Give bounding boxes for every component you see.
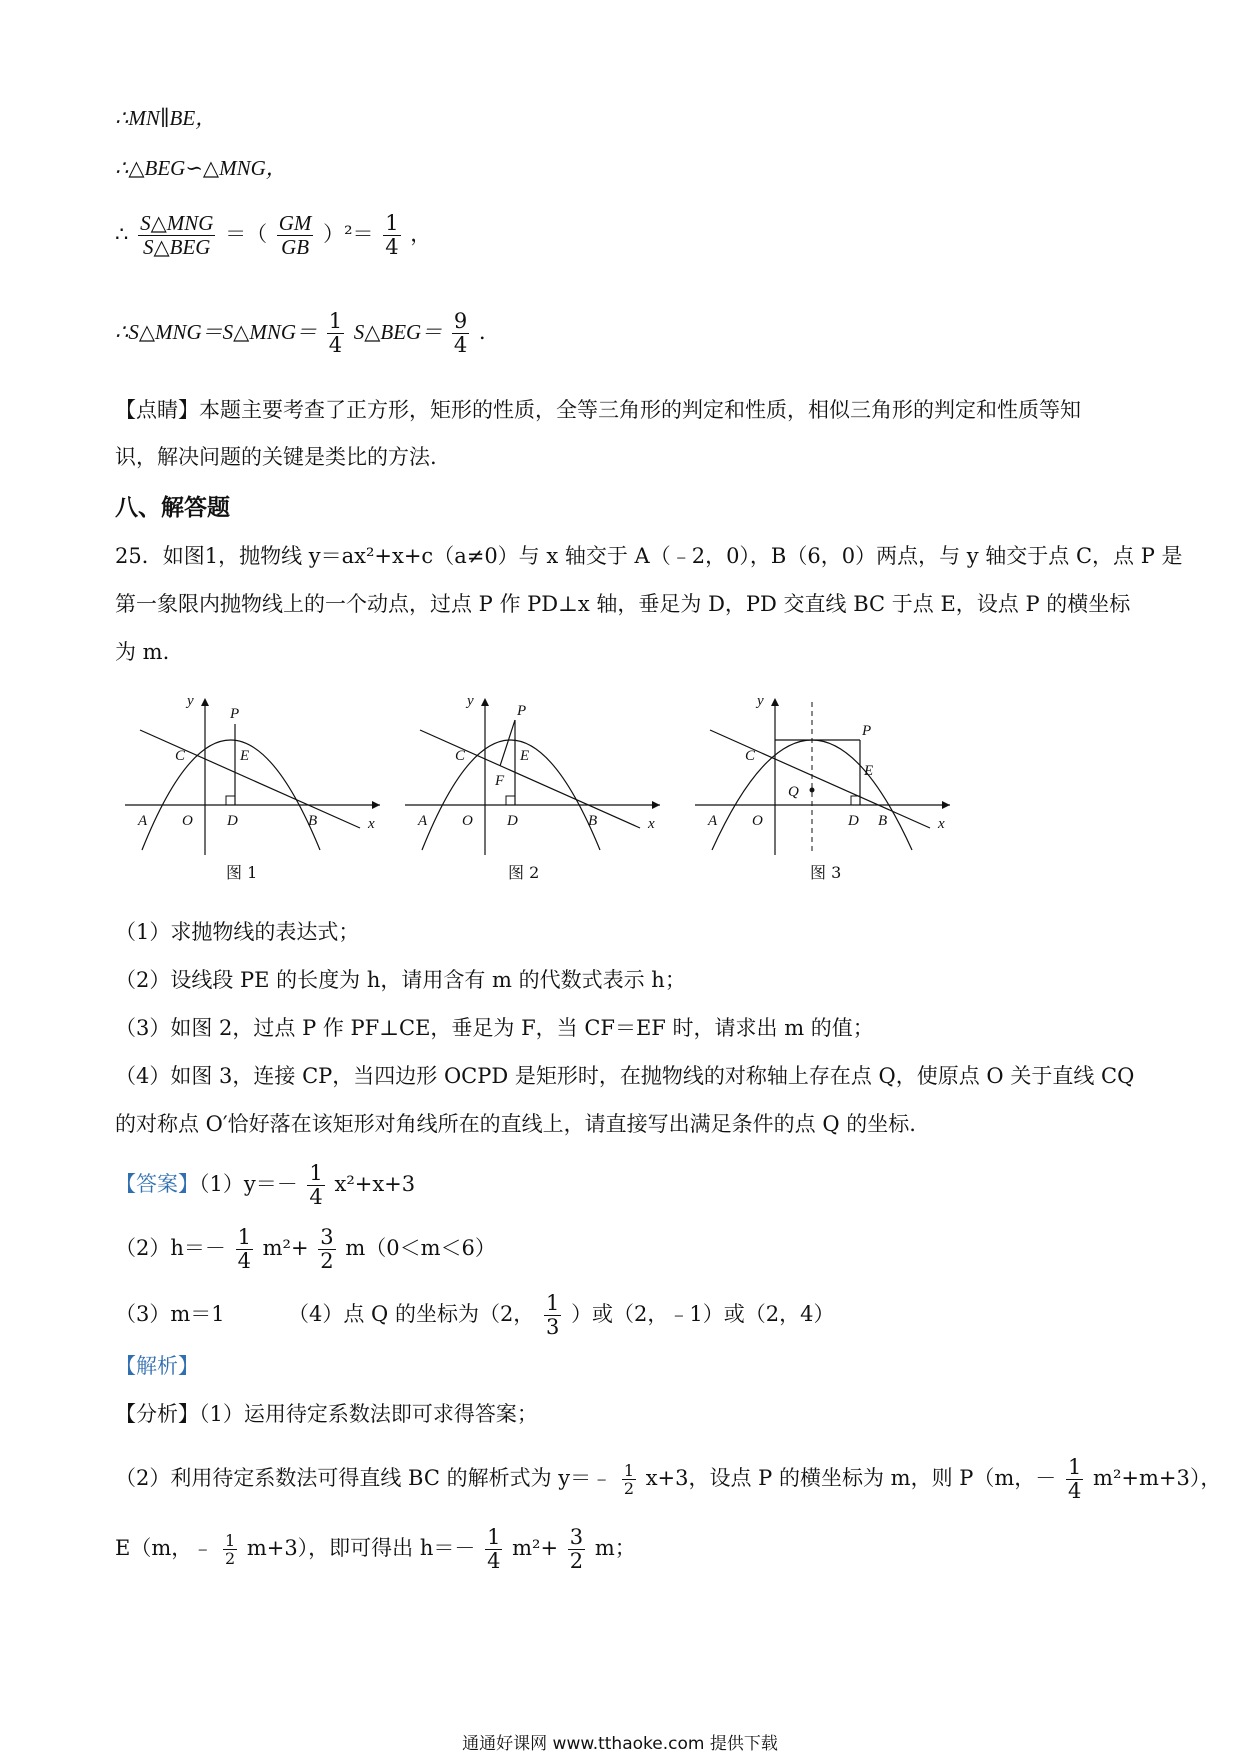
svg-text:O: O — [752, 813, 763, 829]
proof-line-1: ∴MN∥BE， — [115, 106, 217, 130]
answer-3-4: （3）m＝1 （4）点 Q 的坐标为（2， $\frac{1}{3}$ ）或（2，﹣1）或（2，4） — [115, 1291, 835, 1340]
fraction: $\frac{1}{2}$ — [224, 1530, 236, 1569]
svg-text:D: D — [507, 813, 518, 829]
svg-text:x: x — [938, 816, 945, 832]
problem-line-1: 25．如图1，抛物线 y＝ax²+x+c（a≠0）与 x 轴交于 A（﹣2，0），B（6，0）两点，与 y 轴交于点 C，点 P 是 — [115, 544, 1183, 568]
question-4: （4）如图 3，连接 CP，当四边形 OCPD 是矩形时，在抛物线的对称轴上存在点 Q，使原点 O 关于直线 CQ — [115, 1064, 1135, 1088]
question-1: （1）求抛物线的表达式； — [115, 920, 360, 944]
svg-text:A: A — [138, 813, 148, 829]
fraction: $\frac{GM}{GB}$ — [278, 211, 312, 260]
svg-text:P: P — [230, 706, 240, 722]
svg-text:C: C — [175, 748, 186, 764]
svg-text:Q: Q — [788, 784, 799, 800]
question-4-cont: 的对称点 O′恰好落在该矩形对角线所在的直线上，请直接写出满足条件的点 Q 的坐标. — [115, 1112, 916, 1136]
figure-3 — [690, 690, 960, 860]
answer-1: 【答案】（1）y＝－ $\frac{1}{4}$ x²+x+3 — [115, 1161, 416, 1210]
svg-text:C: C — [745, 748, 756, 764]
svg-text:B: B — [588, 813, 598, 829]
figure-caption-2: 图 2 — [508, 863, 540, 882]
page-footer: 通通好课网 www.tthaoke.com 提供下载 — [462, 1734, 778, 1754]
svg-text:B: B — [878, 813, 888, 829]
analysis-line-2: （2）利用待定系数法可得直线 BC 的解析式为 y＝﹣ $\frac{1}{2}$ x+3，设点 P 的横坐标为 m，则 P（m，－ $\frac{1}{4}$ m²+m+3）， — [115, 1455, 1222, 1504]
fraction: $\frac{1}{3}$ — [546, 1291, 560, 1340]
svg-text:F: F — [495, 773, 505, 789]
svg-text:C: C — [455, 748, 466, 764]
svg-text:y: y — [187, 693, 194, 709]
svg-text:E: E — [240, 748, 250, 764]
svg-text:D: D — [227, 813, 238, 829]
fraction: $\frac{1}{4}$ — [237, 1225, 251, 1274]
figure-caption-1: 图 1 — [226, 863, 258, 882]
fraction: $\frac{\text{S△MNG}}{\text{S△BEG}}$ — [140, 211, 214, 260]
problem-line-2: 第一象限内抛物线上的一个动点，过点 P 作 PD⊥x 轴，垂足为 D，PD 交直线 BC 于点 E，设点 P 的横坐标 — [115, 592, 1131, 616]
section-heading: 八、解答题 — [115, 495, 230, 521]
fraction: $\frac{1}{4}$ — [309, 1161, 323, 1210]
comment-line-2: 识，解决问题的关键是类比的方法. — [115, 445, 437, 469]
svg-text:O: O — [462, 813, 473, 829]
comment-line-1: 【点睛】本题主要考查了正方形，矩形的性质，全等三角形的判定和性质，相似三角形的判定和性质等知 — [115, 398, 1081, 422]
fraction: $\frac{1}{4}$ — [328, 309, 343, 358]
question-3: （3）如图 2，过点 P 作 PF⊥CE，垂足为 F，当 CF＝EF 时，请求出 m 的值； — [115, 1016, 874, 1040]
fraction: $\frac{3}{2}$ — [569, 1525, 584, 1574]
svg-text:E: E — [864, 763, 874, 779]
proof-line-3: ∴ $\frac{\text{S△MNG}}{\text{S△BEG}}$ ＝（ $\frac{GM}{GB}$ ）²＝ $\frac{1}{4}$ ， — [115, 211, 432, 260]
svg-text:E: E — [520, 748, 530, 764]
fraction: $\frac{3}{2}$ — [320, 1225, 334, 1274]
fraction: $\frac{1}{4}$ — [385, 211, 399, 260]
analysis-tag: 【解析】 — [115, 1354, 199, 1378]
answer-2: （2）h＝－ $\frac{1}{4}$ m²+ $\frac{3}{2}$ m（0＜m＜6） — [115, 1225, 496, 1274]
svg-text:y: y — [757, 693, 764, 709]
fraction: $\frac{1}{4}$ — [487, 1525, 501, 1574]
svg-text:D: D — [848, 813, 859, 829]
question-2: （2）设线段 PE 的长度为 h，请用含有 m 的代数式表示 h； — [115, 968, 686, 992]
svg-text:A: A — [708, 813, 718, 829]
fraction: $\frac{1}{2}$ — [623, 1460, 635, 1499]
figure-caption-3: 图 3 — [810, 863, 842, 882]
svg-text:O: O — [182, 813, 193, 829]
figure-1 — [120, 690, 390, 860]
svg-text:B: B — [308, 813, 318, 829]
analysis-line-1: 【分析】（1）运用待定系数法即可求得答案； — [115, 1402, 538, 1426]
problem-line-3: 为 m. — [115, 640, 170, 664]
svg-text:y: y — [467, 693, 474, 709]
proof-line-4: ∴S△MNG＝S△MNG＝ $\frac{1}{4}$ S△BEG＝ $\frac{9}{4}$ ． — [115, 309, 500, 358]
figure-2 — [400, 690, 670, 860]
fraction: $\frac{9}{4}$ — [453, 309, 468, 358]
svg-text:x: x — [368, 816, 375, 832]
fraction: $\frac{1}{4}$ — [1067, 1455, 1082, 1504]
svg-text:P: P — [517, 703, 527, 719]
svg-text:A: A — [418, 813, 428, 829]
analysis-line-3: E（m，﹣ $\frac{1}{2}$ m+3），即可得出 h＝－ $\frac{1}{4}$ m²+ $\frac{3}{2}$ m； — [115, 1525, 636, 1574]
proof-line-2: ∴△BEG∽△MNG， — [115, 156, 287, 180]
svg-text:P: P — [862, 723, 872, 739]
svg-text:x: x — [648, 816, 655, 832]
